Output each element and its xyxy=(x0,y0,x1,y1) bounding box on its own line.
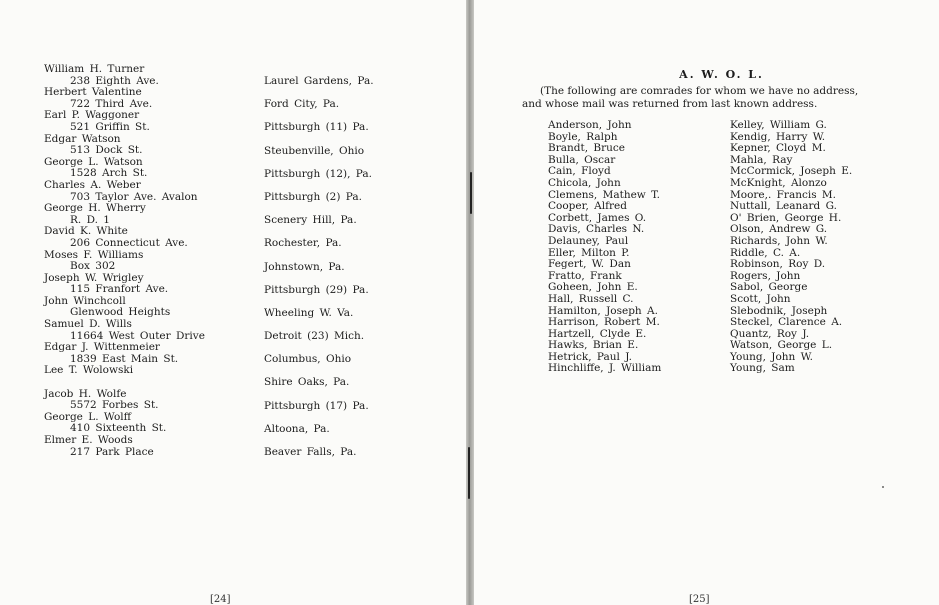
member-city: Beaver Falls, Pa. xyxy=(264,446,357,458)
member-name: Earl P. Waggoner xyxy=(44,109,140,122)
member-address: 703 Taylor Ave. Avalon xyxy=(70,190,198,203)
member-name: Edgar Watson xyxy=(44,132,121,145)
awol-name: Hetrick, Paul J. xyxy=(548,350,632,363)
awol-name: Richards, John W. xyxy=(730,234,828,247)
member-cities-column xyxy=(264,76,374,470)
awol-name: Kendig, Harry W. xyxy=(730,130,826,143)
member-address: Box 302 xyxy=(70,260,116,273)
member-address: 5572 Forbes St. xyxy=(70,399,159,412)
member-address: 1839 East Main St. xyxy=(70,352,179,365)
member-name: William H. Turner xyxy=(44,63,145,75)
awol-name: Moore,. Francis M. xyxy=(730,188,837,201)
awol-name: Eller, Milton P. xyxy=(548,246,630,259)
awol-name: Mahla, Ray xyxy=(730,153,793,166)
awol-name: Cooper, Alfred xyxy=(548,200,627,213)
awol-intro-line-1: (The following are comrades for whom we have no address, xyxy=(540,85,859,97)
member-city: Pittsburgh (12), Pa. xyxy=(264,167,372,180)
list-gap xyxy=(44,377,205,389)
awol-name: Fratto, Frank xyxy=(548,269,622,282)
right-page-number: [25] xyxy=(689,594,710,605)
awol-name: Bulla, Oscar xyxy=(548,153,616,166)
binding-mark xyxy=(470,172,472,214)
awol-name: Corbett, James O. xyxy=(548,211,647,224)
member-city: Ford City, Pa. xyxy=(264,98,340,111)
member-name: Charles A. Weber xyxy=(44,178,141,191)
member-address: 410 Sixteenth St. xyxy=(70,422,167,435)
member-city: Altoona, Pa. xyxy=(264,422,330,435)
member-city: Pittsburgh (11) Pa. xyxy=(264,121,369,134)
member-address: 238 Eighth Ave. xyxy=(70,74,159,87)
member-city: Laurel Gardens, Pa. xyxy=(264,75,374,87)
awol-names-column-1 xyxy=(548,120,661,375)
awol-name: Young, John W. xyxy=(730,350,813,363)
awol-name: Robinson, Roy D. xyxy=(730,258,826,271)
awol-name: Kelley, William G. xyxy=(730,119,827,131)
left-page xyxy=(0,0,466,605)
member-city: Steubenville, Ohio xyxy=(264,144,365,157)
member-city: Columbus, Ohio xyxy=(264,353,352,366)
awol-name: Nuttall, Leanard G. xyxy=(730,200,837,213)
member-city: Shire Oaks, Pa. xyxy=(264,376,350,389)
awol-name: Slebodnik, Joseph xyxy=(730,304,828,317)
awol-name: O' Brien, George H. xyxy=(730,211,842,224)
member-address: 217 Park Place xyxy=(70,445,154,458)
awol-name: Olson, Andrew G. xyxy=(730,223,828,236)
member-name: George L. Wolff xyxy=(44,410,132,423)
member-name: Jacob H. Wolfe xyxy=(44,387,127,400)
awol-name: Boyle, Ralph xyxy=(548,130,618,143)
member-address: 115 Franfort Ave. xyxy=(70,283,169,296)
member-name: George L. Watson xyxy=(44,155,143,168)
awol-heading: A. W. O. L. xyxy=(679,68,764,81)
member-city: Scenery Hill, Pa. xyxy=(264,214,357,227)
awol-name: McCormick, Joseph E. xyxy=(730,165,853,178)
member-name: Herbert Valentine xyxy=(44,86,142,99)
awol-name: Watson, George L. xyxy=(730,339,833,352)
member-address: 722 Third Ave. xyxy=(70,97,153,110)
awol-name: Sabol, George xyxy=(730,281,808,294)
member-address: 513 Dock St. xyxy=(70,144,143,157)
member-name: Elmer E. Woods xyxy=(44,434,133,446)
awol-name: Fegert, W. Dan xyxy=(548,258,631,271)
member-name: John Winchcoll xyxy=(44,294,126,307)
member-address: R. D. 1 xyxy=(70,213,110,226)
member-city: Pittsburgh (17) Pa. xyxy=(264,399,369,412)
member-address: 11664 West Outer Drive xyxy=(70,329,205,342)
awol-name: McKnight, Alonzo xyxy=(730,176,827,189)
awol-name: Hamilton, Joseph A. xyxy=(548,304,658,317)
member-city: Pittsburgh (29) Pa. xyxy=(264,283,369,296)
awol-intro-line-2: and whose mail was returned from last known address. xyxy=(522,98,818,110)
awol-name: Goheen, John E. xyxy=(548,281,638,294)
awol-name: Hinchliffe, J. William xyxy=(548,362,662,375)
member-city: Pittsburgh (2) Pa. xyxy=(264,190,362,203)
member-name: David K. White xyxy=(44,225,128,238)
awol-name: Riddle, C. A. xyxy=(730,246,801,259)
member-city: Detroit (23) Mich. xyxy=(264,330,365,343)
member-address: Glenwood Heights xyxy=(70,306,171,319)
right-page xyxy=(474,0,939,605)
member-name: Moses F. Williams xyxy=(44,248,144,261)
awol-name: Davis, Charles N. xyxy=(548,223,645,236)
member-name: Edgar J. Wittenmeier xyxy=(44,341,160,354)
awol-name: Delauney, Paul xyxy=(548,234,629,247)
binding-mark xyxy=(468,447,470,499)
member-city: Johnstown, Pa. xyxy=(264,260,345,273)
awol-name: Young, Sam xyxy=(730,362,795,375)
member-name: Samuel D. Wills xyxy=(44,318,132,331)
awol-name: Kepner, Cloyd M. xyxy=(730,142,826,155)
awol-name: Brandt, Bruce xyxy=(548,142,625,155)
awol-name: Clemens, Mathew T. xyxy=(548,188,660,201)
member-address: 206 Connecticut Ave. xyxy=(70,236,188,249)
awol-name: Cain, Floyd xyxy=(548,165,611,178)
member-city: Wheeling W. Va. xyxy=(264,306,354,319)
left-page-number: [24] xyxy=(210,594,231,605)
member-city: Rochester, Pa. xyxy=(264,237,342,250)
awol-name: Harrison, Robert M. xyxy=(548,316,660,329)
member-names-column xyxy=(44,64,205,458)
awol-name: Anderson, John xyxy=(548,119,632,131)
awol-name: Chicola, John xyxy=(548,176,621,189)
member-address: 521 Griffin St. xyxy=(70,120,150,133)
awol-name: Scott, John xyxy=(730,292,791,305)
member-name: George H. Wherry xyxy=(44,202,146,215)
awol-name: Hall, Russell C. xyxy=(548,292,634,305)
awol-names-column-2 xyxy=(730,120,852,375)
book-gutter xyxy=(466,0,474,605)
awol-name: Quantz, Roy J. xyxy=(730,327,810,340)
awol-intro xyxy=(522,85,902,111)
paper-speck xyxy=(882,486,884,488)
awol-name: Rogers, John xyxy=(730,269,801,282)
awol-name: Hartzell, Clyde E. xyxy=(548,327,647,340)
member-address: 1528 Arch St. xyxy=(70,167,148,180)
awol-name: Steckel, Clarence A. xyxy=(730,316,843,329)
member-name: Lee T. Wolowski xyxy=(44,364,134,377)
awol-name: Hawks, Brian E. xyxy=(548,339,639,352)
member-name: Joseph W. Wrigley xyxy=(44,271,144,284)
